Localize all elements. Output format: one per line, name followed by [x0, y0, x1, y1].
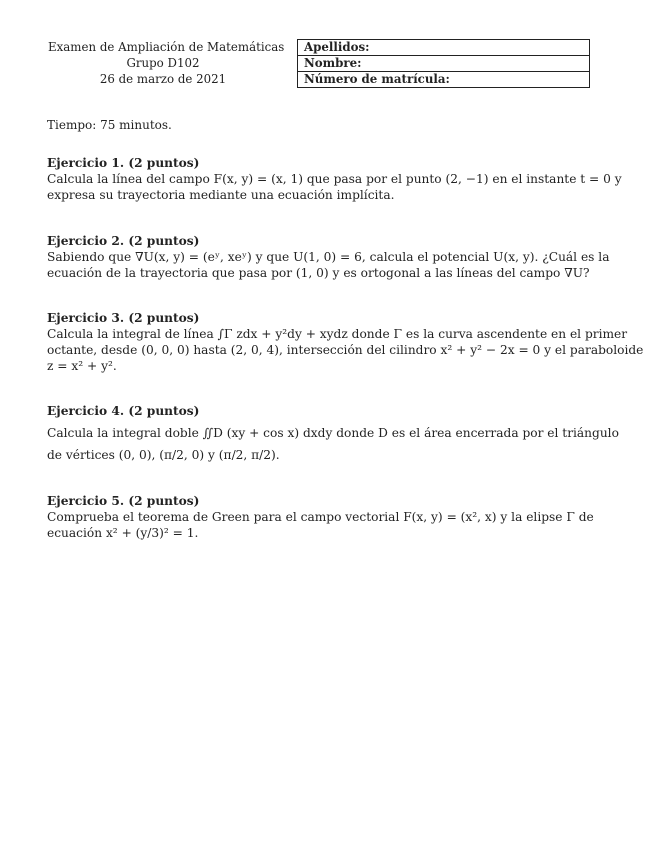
- statement-line: Calcula la integral doble ∬D (xy + cos x) dxdy donde D es el área encerrada por el triángulo: [47, 426, 619, 440]
- exam-date: 26 de marzo de 2021: [99, 72, 227, 86]
- exercise-title: Ejercicio 5. (2 puntos): [47, 494, 200, 508]
- exercise-title: Ejercicio 2. (2 puntos): [47, 234, 200, 248]
- surname-field: Apellidos:: [298, 40, 589, 56]
- enrollment-number-field: Número de matrícula:: [304, 72, 450, 86]
- statement-line: Sabiendo que ∇U(x, y) = (eʸ, xeʸ) y que U(1, 0) = 6, calcula el potencial U(x, y). ¿Cuál es la: [47, 250, 610, 264]
- exercise-statement: [47, 171, 622, 203]
- exercise-5: [47, 493, 594, 543]
- name-field: Nombre:: [298, 56, 589, 72]
- statement-line: Comprueba el teorema de Green para el campo vectorial F(x, y) = (x², x) y la elipse Γ de: [47, 510, 594, 524]
- statement-line: ecuación x² + (y/3)² = 1.: [47, 526, 199, 540]
- course-title: Examen de Ampliación de Matemáticas: [48, 40, 285, 54]
- exercise-title: Ejercicio 4. (2 puntos): [47, 404, 200, 418]
- exercise-3: [47, 310, 644, 374]
- statement-line: Calcula la línea del campo F(x, y) = (x, 1) que pasa por el punto (2, −1) en el instante t = 0 y: [47, 172, 622, 186]
- time-limit: Tiempo: 75 minutos.: [47, 118, 172, 132]
- exercise-4: [47, 403, 619, 463]
- exercise-statement: [47, 326, 644, 374]
- statement-line: octante, desde (0, 0, 0) hasta (2, 0, 4), intersección del cilindro x² + y² − 2x = 0 y el paraboloide: [47, 343, 644, 357]
- exercise-statement: [47, 425, 619, 463]
- exercise-title: Ejercicio 1. (2 puntos): [47, 156, 200, 170]
- exam-header: [48, 39, 285, 87]
- student-id-box: [297, 39, 590, 88]
- statement-line: ecuación de la trayectoria que pasa por (1, 0) y es ortogonal a las líneas del campo ∇U?: [47, 266, 590, 280]
- exercise-statement: [47, 249, 610, 281]
- statement-line: Calcula la integral de línea ∫Γ zdx + y²dy + xydz donde Γ es la curva ascendente en el primer: [47, 327, 628, 341]
- exercise-title: Ejercicio 3. (2 puntos): [47, 311, 200, 325]
- exercise-statement: [47, 509, 594, 543]
- statement-line: de vértices (0, 0), (π/2, 0) y (π/2, π/2).: [47, 448, 280, 462]
- exercise-2: [47, 233, 610, 281]
- group-label: Grupo D102: [126, 56, 200, 70]
- statement-line: expresa su trayectoria mediante una ecuación implícita.: [47, 188, 395, 202]
- statement-line: z = x² + y².: [47, 359, 117, 373]
- exercise-1: [47, 155, 622, 203]
